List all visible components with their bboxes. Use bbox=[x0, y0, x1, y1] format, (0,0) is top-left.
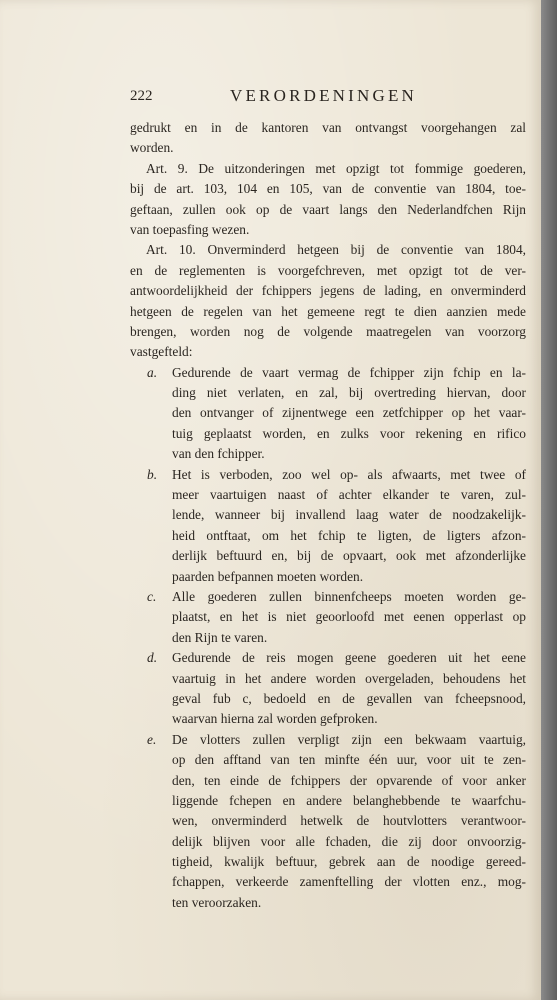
list-item-line: meer vaartuigen naast of achter elkander te varen, zul- bbox=[172, 487, 526, 503]
list-item-line: lende, wanneer bij invallend laag water de noodzakelijk- bbox=[172, 507, 526, 523]
list-item bbox=[130, 730, 526, 750]
list-item bbox=[130, 363, 526, 383]
text-line: hetgeen de regelen van het gemeene regt te dien aanzien mede bbox=[130, 303, 526, 319]
list-item-letter: c. bbox=[147, 588, 157, 604]
list-item-text: Gedurende de reis mogen geene goederen uit het eene bbox=[172, 650, 526, 666]
list-item-text: Gedurende de vaart vermag de fchipper zijn fchip en la- bbox=[172, 364, 526, 380]
text-line: brengen, worden nog de volgende maatregelen van voorzorg bbox=[130, 323, 526, 339]
page-header bbox=[130, 86, 526, 108]
text-line: Art. 9. De uitzonderingen met opzigt tot fommige goederen, bbox=[146, 160, 526, 176]
list-item-line: op den afftand van ten minfte één uur, voor uit te zen- bbox=[172, 752, 526, 768]
list-item-text: Het is verboden, zoo wel op- als afwaarts, met twee of bbox=[172, 466, 526, 482]
list-item-line: van den fchipper. bbox=[172, 446, 265, 462]
list-item bbox=[130, 648, 526, 668]
list-item-letter: d. bbox=[147, 650, 158, 666]
list-item-line: vaartuig in het andere worden overgeladen, behoudens het bbox=[172, 670, 526, 686]
list-item-letter: e. bbox=[147, 731, 157, 747]
text-line: van toepasfing wezen. bbox=[130, 221, 250, 237]
text-line: antwoordelijkheid der fchippers jegens de lading, en onverminderd bbox=[130, 283, 526, 299]
list-item-line: wen, onverminderd hetwelk de houtvlotters verantwoor- bbox=[172, 813, 526, 829]
text-line: en de reglementen is voorgefchreven, met opzigt tot de ver- bbox=[130, 262, 526, 278]
body-text bbox=[130, 118, 526, 913]
list-item bbox=[130, 587, 526, 607]
page-number: 222 bbox=[130, 88, 153, 104]
list-item-line: den ontvanger of zijnentwege een zetfchipper op het vaar- bbox=[172, 405, 526, 421]
list-item-line: tuig geplaatst worden, en zulks voor rekening en rifico bbox=[172, 425, 526, 441]
running-title: VERORDENINGEN bbox=[230, 86, 418, 105]
list-item-line: tigheid, kwalijk beftuur, gebrek aan de noodige gereed- bbox=[172, 854, 526, 870]
list-item-line: den, ten einde de fchippers der opvarende of voor anker bbox=[172, 772, 526, 788]
list-item-line: heid ontftaat, om het fchip te ligten, de ligters afzon- bbox=[172, 527, 526, 543]
list-item-line: liggende fchepen en andere belanghebbende te waarfchu- bbox=[172, 792, 526, 808]
text-line: geftaan, zullen ook op de vaart langs den Nederlandfchen Rijn bbox=[130, 201, 526, 217]
text-line: bij de art. 103, 104 en 105, van de conventie van 1804, toe- bbox=[130, 181, 526, 197]
list-item-line: geval fub c, bedoeld en de gevallen van fcheepsnood, bbox=[172, 690, 526, 706]
list-item-line: delijk blijven voor alle fchaden, die zij door onvoorzig- bbox=[172, 833, 526, 849]
list-item-text: Alle goederen zullen binnenfcheeps moeten worden ge- bbox=[172, 588, 526, 604]
list-item-letter: a. bbox=[147, 364, 158, 380]
text-line: gedrukt en in de kantoren van ontvangst voorgehangen zal bbox=[130, 120, 526, 135]
list-item-line: derlijk beftuurd en, bij de opvaart, ook met afzonderlijke bbox=[172, 548, 526, 564]
list-item-line: waarvan hierna zal worden gefproken. bbox=[172, 711, 378, 727]
list-item-line: plaatst, en het is niet geoorloofd met eenen opperlast op bbox=[172, 609, 526, 625]
text-line: vastgefteld: bbox=[130, 344, 193, 360]
page-edge bbox=[541, 0, 557, 1000]
list-item-line: den Rijn te varen. bbox=[172, 629, 268, 645]
list-item-line: ding niet verlaten, en zal, bij overtreding hiervan, door bbox=[172, 385, 526, 401]
text-line: worden. bbox=[130, 140, 174, 156]
list-item-line: paarden befpannen moeten worden. bbox=[172, 568, 364, 584]
list-item-letter: b. bbox=[147, 466, 158, 482]
list-item-line: fchappen, verkeerde zamenftelling der vlotten enz., mog- bbox=[172, 874, 526, 890]
text-line: Art. 10. Onverminderd hetgeen bij de conventie van 1804, bbox=[146, 242, 526, 258]
list-item-text: De vlotters zullen verpligt zijn een bekwaam vaartuig, bbox=[172, 731, 526, 747]
list-item-line: ten veroorzaken. bbox=[172, 894, 262, 910]
list-item bbox=[130, 465, 526, 485]
